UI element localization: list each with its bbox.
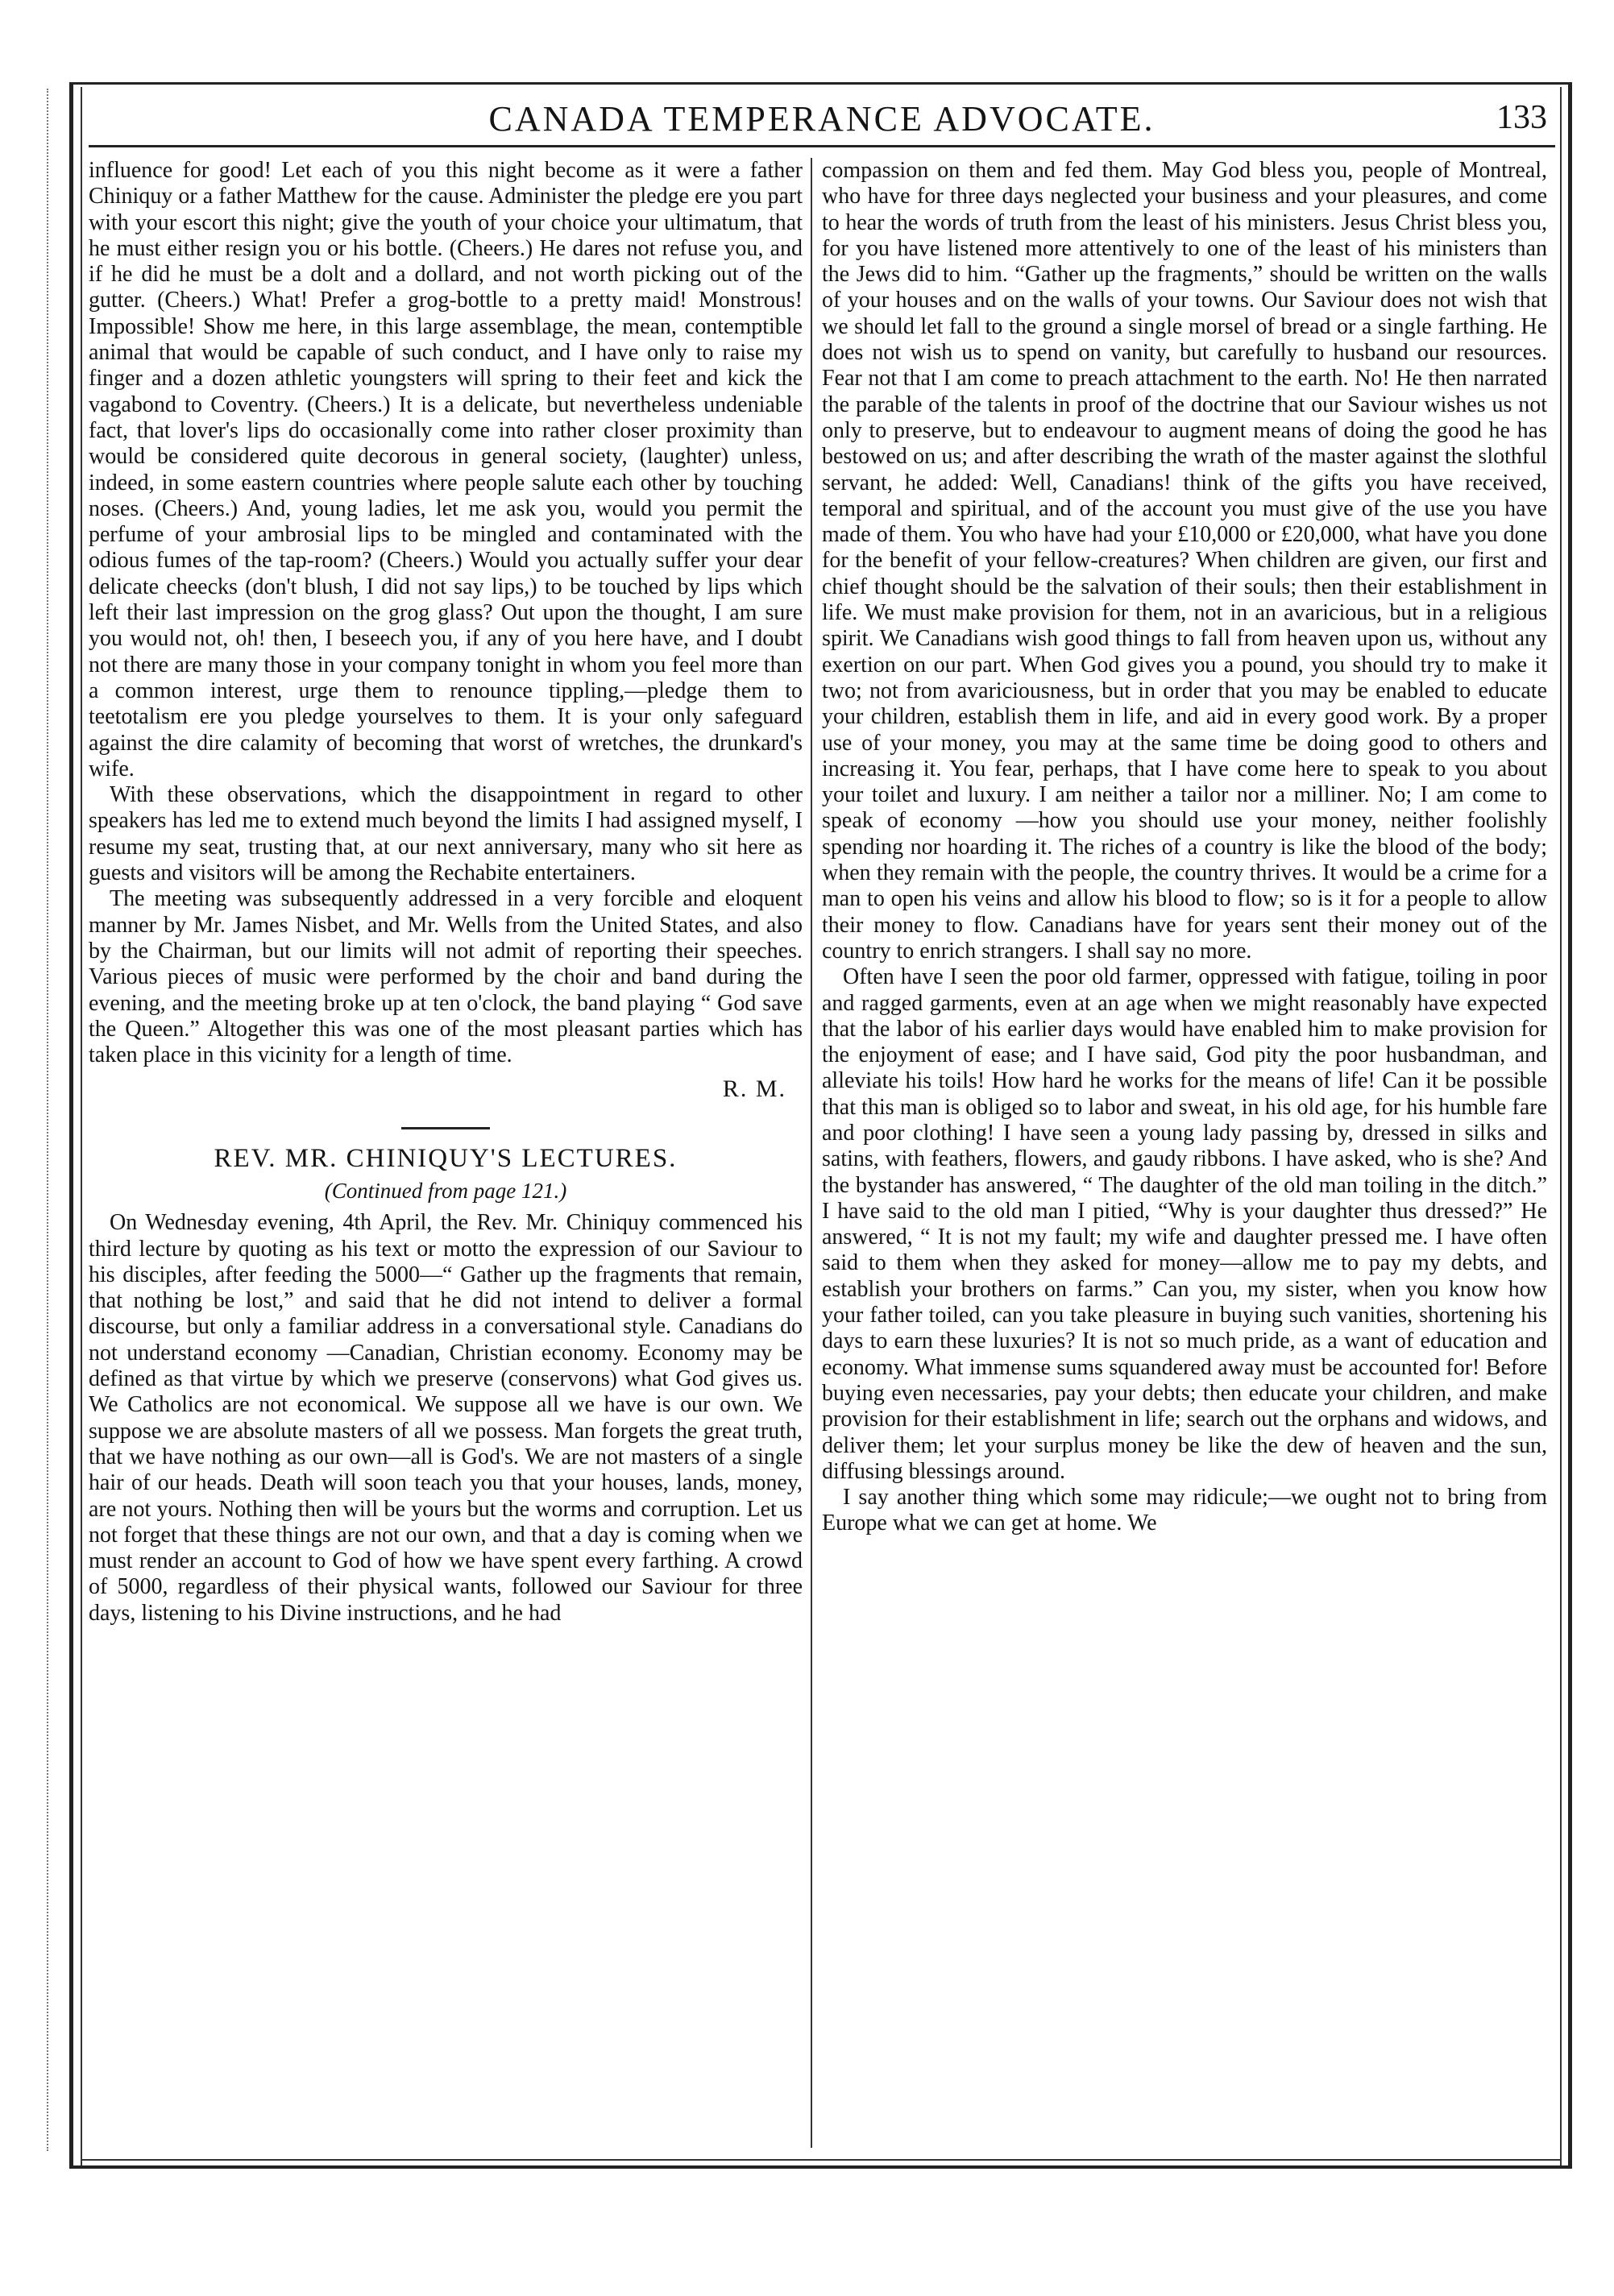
page-number: 133: [1496, 99, 1547, 136]
frame-rule-right: [1568, 82, 1572, 2169]
page-header: [89, 87, 1555, 147]
left-column: [89, 158, 803, 2148]
frame-rule-left: [69, 82, 73, 2169]
right-column: [822, 158, 1547, 2148]
frame-rule-right-inner: [1560, 87, 1562, 2165]
section-subheading: (Continued from page 121.): [324, 1178, 567, 1203]
paragraph: With these observations, which the disappointment in regard to other speakers has led me to extend much beyond the limits I had assigned myself, I resume my seat, trusting that, at our next anniversary, many who sit here as guests and visitors will be among the Rechabite entertainers.: [89, 782, 803, 886]
paragraph: I say another thing which some may ridicule;—we ought not to bring from Europe what we can get at home. We: [822, 1485, 1547, 1536]
paragraph: Often have I seen the poor old farmer, oppressed with fatigue, toiling in poor and ragged garments, even at an age when we might reasonably have expected that the labor of his earlier days would have enabled him to make provision for the enjoyment of ease; and I have said, God pity the poor husbandman, and alleviate his toils! How hard he works for the means of life! Can it be possible that this man is obliged so to labor and sweat, in his old age, for his humble fare and poor clothing! I have seen a young lady passing by, dressed in silks and satins, with feathers, flowers, and gaudy ribbons. I have asked, who is she? And the bystander has answered, “ The daughter of the old man toiling in the ditch.” I have said to the old man I pitied, “Why is your daughter thus dressed?” He answered, “ It is not my fault; my wife and daughter pressed me. I have often said to them when they asked for money—allow me to pay my debts, and establish your brothers on farms.” Can you, my sister, when you know how your father toiled, can you take pleasure in buying such vanities, shortening his days to earn these luxuries? It is not so much pride, as a want of education and economy. What immense sums squandered away must be accounted for! Before buying even necessaries, pay your debts; then educate your children, and make provision for their establishment in life; search out the orphans and widows, and deliver them; let your surplus money be like the dew of heaven and the sun, diffusing blessings around.: [822, 964, 1547, 1484]
paragraph: compassion on them and fed them. May God bless you, people of Montreal, who have for three days neglected your business and your pleasures, and come to hear the words of truth from the least of his ministers. Jesus Christ bless you, for you have listened more attentively to one of the least of his ministers than the Jews did to him. “Gather up the fragments,” should be written on the walls of your houses and on the walls of your towns. Our Saviour does not wish that we should let fall to the ground a single morsel of bread or a single farthing. He does not wish us to spend on vanity, but carefully to husband our resources. Fear not that I am come to preach attachment to the earth. No! He then narrated the parable of the talents in proof of the doctrine that our Saviour wishes us not only to preserve, but to endeavour to augment means of doing the good he has bestowed on us; and after describing the wrath of the master against the slothful servant, he added: Well, Canadians! think of the gifts you have received, temporal and spiritual, and of the account you must give of the use you have made of them. You who have had your £10,000 or £20,000, what have you done for the benefit of your fellow-creatures? When children are given, our first and chief thought should be the salvation of their souls; then their establishment in life. We must make provision for them, not in an avaricious, but in a religious spirit. We Canadians wish good things to fall from heaven upon us, without any exertion on our part. When God gives you a pound, you should try to make it two; not from avariciousness, but in order that you may be enabled to educate your children, establish them in life, and aid in every good work. By a proper use of your money, you may at the same time be doing good to others and increasing it. You fear, perhaps, that I have come here to speak to you about your toilet and luxury. I am neither a tailor nor a milliner. No; I am come to speak of economy —how you should use your money, neither foolishly spending nor hoarding it. The riches of a country is like the blood of the body; when they remain with the people, the country thrives. It would be a crime for a man to open his veins and allow his blood to flow; so is it for a people to allow their money to flow. Canadians have for years sent their money out of the country to enrich strangers. I shall say no more.: [822, 158, 1547, 964]
binding-margin: [47, 89, 64, 2151]
section-heading: REV. MR. CHINIQUY'S LECTURES.: [214, 1143, 678, 1173]
frame-rule-bottom-inner: [81, 2159, 1562, 2161]
masthead-title: CANADA TEMPERANCE ADVOCATE.: [488, 99, 1156, 139]
frame-rule-top: [69, 82, 1572, 85]
paragraph: On Wednesday evening, 4th April, the Rev. Mr. Chiniquy commenced his third lecture by quoting as his text or motto the expression of our Saviour to his disciples, after feeding the 5000—“ Gather up the fragments that remain, that nothing be lost,” and said that he did not intend to deliver a formal discourse, but only a familiar address in a conversational style. Canadians do not understand economy —Canadian, Christian economy. Economy may be defined as that virtue by which we preserve (conservons) what God gives us. We Catholics are not economical. We suppose all we have is our own. We suppose we are absolute masters of all we possess. Man forgets the great truth, that we have nothing as our own—all is God's. We are not masters of a single hair of our heads. Death will soon teach you that your houses, lands, money, are not yours. Nothing then will be yours but the worms and corruption. Let us not forget that these things are not our own, and that a day is coming when we must render an account to God of how we have spent every farthing. A crowd of 5000, regardless of their physical wants, followed our Saviour for three days, listening to his Divine instructions, and he had: [89, 1210, 803, 1626]
paragraph: influence for good! Let each of you this night become as it were a father Chiniquy or a father Matthew for the cause. Administer the pledge ere you part with your escort this night; give the youth of your choice your ultimatum, that he must either resign you or his bottle. (Cheers.) He dares not refuse you, and if he did he must be a dolt and a dollard, and not worth picking out of the gutter. (Cheers.) What! Prefer a grog-bottle to a pretty maid! Monstrous! Impossible! Show me here, in this large assemblage, the mean, contemptible animal that would be capable of such conduct, and I have only to raise my finger and a dozen athletic youngsters will spring to their feet and kick the vagabond to Coventry. (Cheers.) It is a delicate, but nevertheless undeniable fact, that lover's lips do occasionally come into rather closer proximity than would be considered quite decorous in general society, (laughter) unless, indeed, in some eastern countries where people salute each other by touching noses. (Cheers.) And, young ladies, let me ask you, would you permit the perfume of your ambrosial lips to be mingled and contaminated with the odious fumes of the tap-room? (Cheers.) Would you actually suffer your dear delicate cheecks (don't blush, I did not say lips,) to be touched by lips which left their last impression on the grog glass? Out upon the thought, I am sure you would not, oh! then, I beseech you, if any of you here have, and I doubt not there are many those in your company tonight in whom you feel more than a common interest, urge them to renounce tippling,—pledge them to teetotalism ere you pledge yourselves to them. It is your only safeguard against the dire calamity of becoming that worst of wretches, the drunkard's wife.: [89, 158, 803, 781]
signature: R. M.: [722, 1075, 786, 1103]
frame-rule-left-inner: [81, 87, 82, 2165]
paragraph: The meeting was subsequently addressed in a very forcible and eloquent manner by Mr. James Nisbet, and Mr. Wells from the United States, and also by the Chairman, but our limits will not admit of reporting their speeches. Various pieces of music were performed by the choir and band during the evening, and the meeting broke up at ten o'clock, the band playing “ God save the Queen.” Altogether this was one of the most pleasant parties which has taken place in this vicinity for a length of time.: [89, 886, 803, 1068]
frame-rule-bottom: [69, 2165, 1572, 2169]
section-divider: [401, 1127, 490, 1129]
column-divider: [811, 158, 812, 2148]
